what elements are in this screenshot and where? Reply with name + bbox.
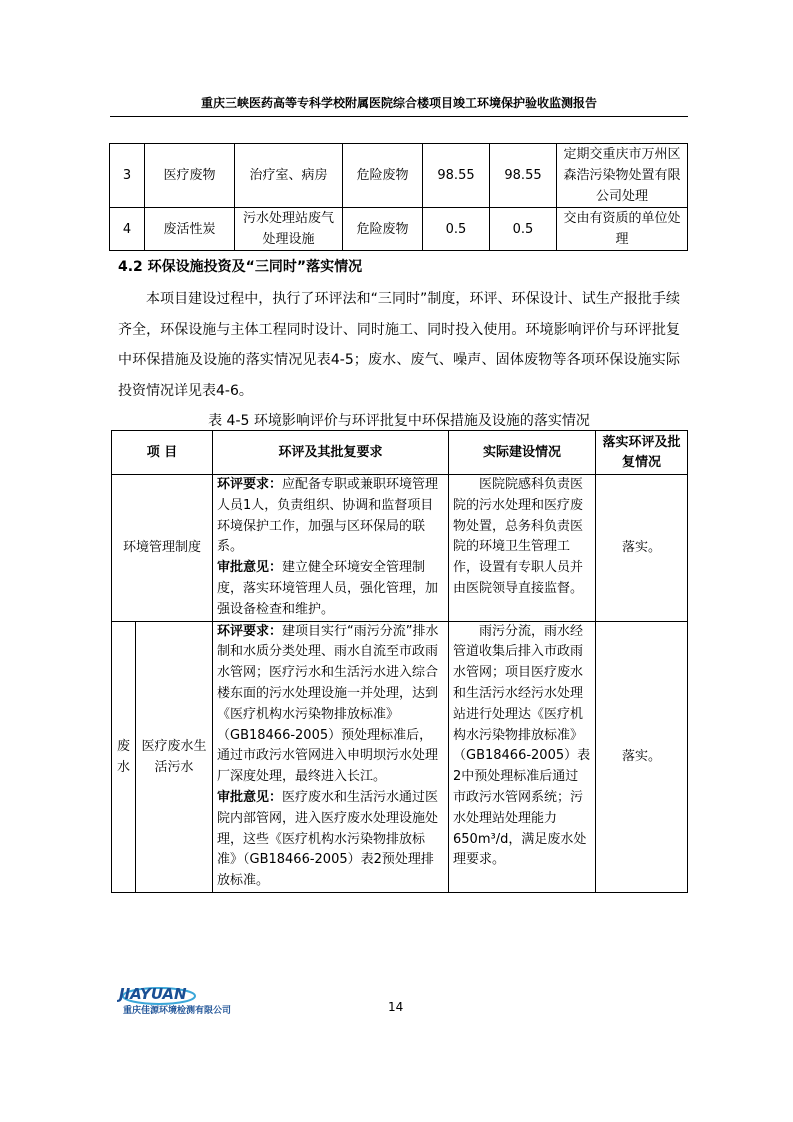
measures-table <box>111 430 688 893</box>
cell-type: 危险废物 <box>343 208 423 251</box>
report-header-title: 重庆三峡医药高等专科学校附属医院综合楼项目竣工环境保护验收监测报告 <box>200 96 597 110</box>
cell-type: 危险废物 <box>343 144 423 208</box>
requirement-label: 环评要求： <box>217 623 283 639</box>
cell-name: 医疗废物 <box>145 144 235 208</box>
requirement-text: 应配备专职或兼职环境管理人员1人，负责组织、协调和监督项目环境保护工作，加强与区环保局的联系。 <box>217 477 439 555</box>
cell-amount-1: 0.5 <box>423 208 490 251</box>
cell-requirement <box>213 475 449 622</box>
body-paragraph: 本项目建设过程中，执行了环评法和“三同时”制度，环评、环保设计、试生产报批手续齐全，环保设施与主体工程同时设计、同时施工、同时投入使用。环境影响评价与环评批复中环保措施及设施的落实情况见表4-5；废水、废气、噪声、固体废物等各项环保设施实际投资情况详见表4-6。 <box>118 291 680 399</box>
cell-source: 污水处理站废气处理设施 <box>235 208 343 251</box>
cell-actual: 医院院感科负责医院的污水处理和医疗废物处置，总务科负责医院的环境卫生管理工作，设置有专职人员并由医院领导直接监督。 <box>449 475 596 622</box>
table-row <box>110 208 688 251</box>
solid-waste-table <box>109 143 688 251</box>
table-row <box>110 144 688 208</box>
cell-disposal: 交由有资质的单位处理 <box>557 208 688 251</box>
requirement-label: 环评要求： <box>217 477 283 492</box>
header-item: 项 目 <box>112 431 213 475</box>
logo-wordmark: JIAYUAN <box>119 985 187 1003</box>
approval-label: 审批意见： <box>217 789 283 805</box>
page-number: 14 <box>388 1000 404 1014</box>
header-status: 落实环评及批复情况 <box>596 431 688 475</box>
requirement-text: 建项目实行“雨污分流”排水制和水质分类处理、雨水自流至市政雨水管网；医疗污水和生活污水进入综合楼东面的污水处理设施一并处理，达到《医疗机构水污染物排放标准》（GB18466-2005）预处理标准后，通过市政污水管网进入申明坝污水处理厂深度处理，最终进入长江。 <box>217 623 439 785</box>
cell-no: 4 <box>110 208 145 251</box>
cell-item: 环境管理制度 <box>112 475 213 622</box>
cell-category: 废水 <box>112 621 136 892</box>
cell-disposal: 定期交重庆市万州区森浩污染物处置有限公司处理 <box>557 144 688 208</box>
cell-name: 废活性炭 <box>145 208 235 251</box>
approval-text: 医疗废水和生活污水通过医院内部管网，进入医疗废水处理设施处理，这些《医疗机构水污染物排放标准》（GB18466-2005）表2预处理排放标准。 <box>217 789 439 889</box>
cell-status: 落实。 <box>596 621 688 892</box>
cell-amount-2: 98.55 <box>490 144 557 208</box>
header-actual: 实际建设情况 <box>449 431 596 475</box>
table-caption: 表 4-5 环境影响评价与环评批复中环保措施及设施的落实情况 <box>208 413 590 429</box>
company-name: 重庆佳源环境检测有限公司 <box>123 1006 232 1016</box>
header-requirement: 环评及其批复要求 <box>213 431 449 475</box>
header-rule <box>110 116 688 117</box>
approval-text: 建立健全环境安全管理制度，落实环境管理人员，强化管理，加强设备检查和维护。 <box>217 560 439 617</box>
cell-requirement <box>213 621 449 892</box>
cell-no: 3 <box>110 144 145 208</box>
cell-source: 治疗室、病房 <box>235 144 343 208</box>
approval-label: 审批意见： <box>217 560 283 576</box>
cell-actual: 雨污分流，雨水经管道收集后排入市政雨水管网；项目医疗废水和生活污水经污水处理站进行处理达《医疗机构水污染物排放标准》（GB18466-2005）表2中预处理标准后通过市政污水管网系统；污水处理站处理能力650m³/d，满足废水处理要求。 <box>449 621 596 892</box>
table-header-row <box>112 431 688 475</box>
cell-status: 落实。 <box>596 475 688 622</box>
cell-amount-2: 0.5 <box>490 208 557 251</box>
section-heading: 4.2 环保设施投资及“三同时”落实情况 <box>118 259 363 275</box>
cell-item: 医疗废水生活污水 <box>136 621 213 892</box>
table-row <box>112 475 688 622</box>
cell-amount-1: 98.55 <box>423 144 490 208</box>
table-row <box>112 621 688 892</box>
